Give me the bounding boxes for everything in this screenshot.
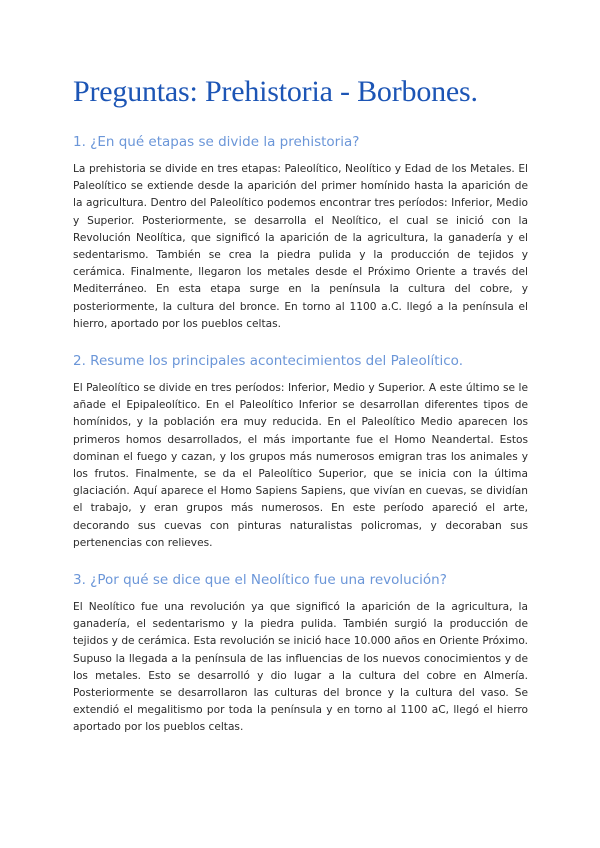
answer-paragraph: La prehistoria se divide en tres etapas: Paleolítico, Neolítico y Edad de los Metales. El Paleolítico se extiende desde la aparición del primer homínido hasta la aparición de la agricultura. Dentro del Paleolítico podemos encontrar tres períodos: Inferior, Medio y Superior. Posteriormente, se desarrolla el Neolítico, el cual se inició con la Revolución Neolítica, que significó la aparición de la agricultura, la ganadería y el sedentarismo. También se crea la piedra pulida y la producción de tejidos y cerámica. Finalmente, llegaron los metales desde el Próximo Oriente a través del Mediterráneo. En esta etapa surge en la península la cultura del cobre, y posteriormente, la cultura del bronce. En torno al 1100 a.C. llegó a la península el hierro, aportado por los pueblos celtas. [73,163,528,330]
question-heading: 3. ¿Por qué se dice que el Neolítico fue una revolución? [73,572,447,589]
answer-paragraph: El Neolítico fue una revolución ya que significó la aparición de la agricultura, la ganadería, el sedentarismo y la piedra pulida. También surgió la producción de tejidos y de cerámica. Esta revolución se inició hace 10.000 años en Oriente Próximo. Supuso la llegada a la península de las influencias de los nuevos conocimientos y de los metales. Esto se desarrolló y dio lugar a la cultura del cobre en Almería. Posteriormente se desarrollaron las culturas del bronce y la cultura del vaso. Se extendió el megalitismo por toda la península y en torno al 1100 aC, llegó el hierro aportado por los pueblos celtas. [73,601,528,734]
question-section-2 [73,351,528,552]
question-section-1 [73,132,528,333]
question-heading: 1. ¿En qué etapas se divide la prehistoria? [73,134,360,150]
question-heading: 2. Resume los principales acontecimientos del Paleolítico. [73,353,463,370]
document-title: Preguntas: Prehistoria - Borbones. [73,75,478,108]
answer-paragraph: El Paleolítico se divide en tres períodos: Inferior, Medio y Superior. A este último se le añade el Epipaleolítico. En el Paleolítico Inferior se desarrollan diferentes tipos de homínidos, y la población era muy reducida. En el Paleolítico Medio aparecen los primeros homos desarrollados, el más importante fue el Homo Neandertal. Estos dominan el fuego y cazan, y los grupos más numerosos emigran tras los animales y los frutos. Finalmente, se da el Paleolítico Superior, que se inicia con la última glaciación. Aquí aparece el Homo Sapiens Sapiens, que vivían en cuevas, se dividían el trabajo, y eran grupos más numerosos. En este período apareció el arte, decorando sus cuevas con pinturas naturalistas policromas, y decoraban sus pertenencias con relieves. [73,382,528,549]
question-section-3 [73,570,528,737]
